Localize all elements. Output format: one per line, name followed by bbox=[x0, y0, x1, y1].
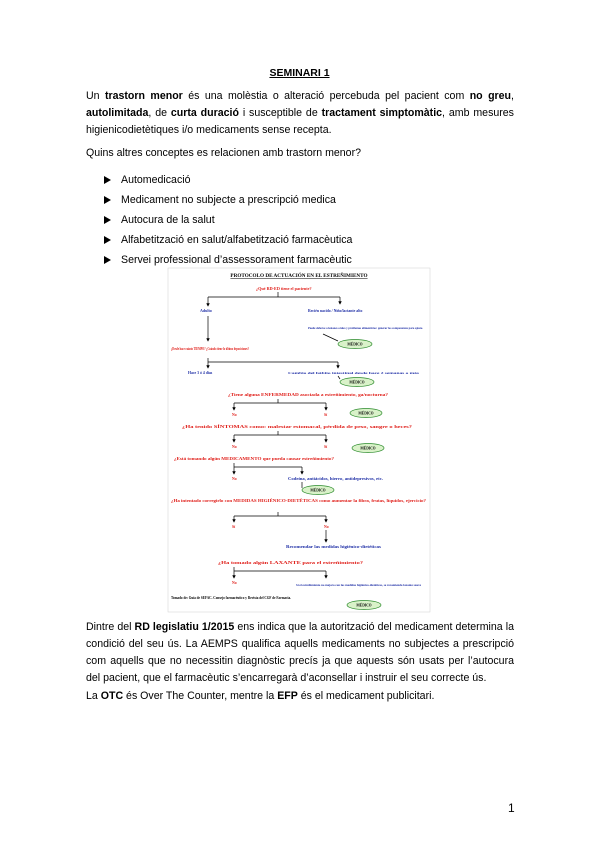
list-item bbox=[104, 210, 352, 230]
medico-label: MÉDICO bbox=[356, 603, 372, 608]
list-item-label: Automedicació bbox=[121, 174, 191, 186]
medico-label: MÉDICO bbox=[360, 446, 376, 451]
para-text: és Over The Counter, mentre la bbox=[123, 690, 278, 702]
intro-text: , bbox=[511, 90, 514, 102]
para-text: Dintre del bbox=[86, 621, 135, 633]
arrow-bullet-icon bbox=[104, 216, 111, 224]
flow-no: No bbox=[324, 525, 329, 529]
intro-text: , amb mesures higienicodietètiques i/o medicaments sense recepta. bbox=[86, 107, 514, 136]
flow-question-1: ¿Qué RD-ED tiene el paciente? bbox=[256, 286, 312, 291]
flow-recomendar: Recomendar las medidas higiénico-dietéticas bbox=[286, 545, 382, 549]
flow-question-5: ¿Está tomando algún MEDICAMENTO que pueda causar estreñimiento? bbox=[174, 457, 335, 461]
para-bold: EFP bbox=[277, 690, 298, 702]
flow-question-4: ¿Ha tenido SÍNTOMAS como: malestar estomacal, pérdida de peso, sangre o heces? bbox=[182, 425, 322, 429]
list-item-label: Alfabetització en salut/alfabetització farmacèutica bbox=[121, 234, 353, 246]
list-item bbox=[104, 190, 352, 210]
flow-question-2: ¿Desde hace cuánto TIEMPO? ¿Cuándo tiene lo último deposiciones? bbox=[171, 347, 250, 351]
intro-bold: no greu bbox=[469, 90, 512, 102]
intro-bold: autolimitada bbox=[86, 107, 149, 119]
intro-bold: tractament simptomàtic bbox=[321, 107, 443, 119]
list-item-label: Medicament no subjecte a prescripció medica bbox=[121, 194, 336, 206]
para-text: és el medicament publicitari. bbox=[297, 690, 435, 702]
flowchart-diagram bbox=[168, 268, 430, 612]
flow-menos: Hace 3 ó 4 días bbox=[188, 371, 213, 375]
flow-no: No bbox=[232, 445, 237, 449]
intro-text: i susceptible de bbox=[238, 107, 322, 119]
medico-label: MÉDICO bbox=[347, 342, 363, 347]
medico-label: MÉDICO bbox=[349, 380, 365, 385]
flow-laxante-note: Si el estreñimiento no mejora con las medidas higiénico-dietéticas, se recomienda laxante suave bbox=[296, 583, 422, 587]
page-title: SEMINARI 1 bbox=[269, 67, 330, 79]
flowchart-image bbox=[168, 268, 430, 612]
flow-si: Sí bbox=[324, 445, 328, 449]
list-item bbox=[104, 230, 352, 250]
intro-paragraph bbox=[86, 88, 514, 139]
flow-nino: Recién nacido / Niño/lactante alto bbox=[308, 309, 363, 313]
flow-adulto: Adulto bbox=[200, 308, 212, 313]
legislation-paragraph bbox=[86, 619, 514, 687]
page-number: 1 bbox=[508, 801, 515, 815]
para-text: ens indica que la autorització del medicament determina la condició del seu ús. La AEMPS qualifica aquells medicaments no subjectes a prescripció com aquells que no necessitin diagnòstic precís ja que aquests són usats per l’autocura del pacient, que el farmacèutic s’encarregarà d’aconsellar i instruir el seu correcte ús. bbox=[86, 621, 514, 684]
flow-cambio: Cambio del hábito intestinal desde hace 2 semanas o más bbox=[288, 371, 420, 375]
intro-bold: curta duració bbox=[170, 107, 239, 119]
intro-text: Un bbox=[86, 90, 105, 102]
flow-ejemplos: Codeína, antiácidos, hierro, antidepresivos, etc. bbox=[288, 477, 384, 481]
flow-question-3: ¿Tiene alguna ENFERMEDAD asociada a estreñimiento, ga/nocturna? bbox=[228, 393, 389, 397]
flow-si: Sí bbox=[232, 525, 236, 529]
flow-question-7: ¿Ha tomado algún LAXANTE para el estreñimiento? bbox=[218, 561, 364, 565]
para-bold: OTC bbox=[100, 690, 124, 702]
flow-no: No bbox=[232, 477, 237, 481]
flow-source: Tomado de: Guía de SEFAC. Consejo farmacéutico y Revista del CGF de Farmacia. bbox=[171, 596, 292, 600]
otc-paragraph bbox=[86, 688, 514, 705]
flow-si: Sí bbox=[324, 413, 328, 417]
arrow-bullet-icon bbox=[104, 196, 111, 204]
flow-no: No bbox=[232, 413, 237, 417]
para-text: La bbox=[86, 690, 101, 702]
flow-no: No bbox=[232, 581, 237, 585]
flow-nino-note: Puede deberse a lesiones orales y problemas alimenticios: generar los componentes para ajuste. bbox=[308, 326, 424, 330]
arrow-bullet-icon bbox=[104, 256, 111, 264]
flow-question-6: ¿Ha intentado corregirlo con MEDIDAS HIGIÉNICO-DIETÉTICAS como aumentar la fibra, frutas, líquidos, ejercicio? bbox=[171, 499, 362, 503]
para-bold: RD legislatiu 1/2015 bbox=[134, 621, 235, 633]
flowchart-title: PROTOCOLO DE ACTUACIÓN EN EL ESTREÑIMIENTO bbox=[230, 273, 368, 279]
list-item-label: Autocura de la salut bbox=[121, 214, 215, 226]
concept-list bbox=[104, 170, 352, 270]
medico-label: MÉDICO bbox=[310, 488, 326, 493]
list-item bbox=[104, 250, 352, 270]
list-item bbox=[104, 170, 352, 190]
list-item-label: Servei professional d’assessorament farmacèutic bbox=[121, 254, 352, 266]
arrow-bullet-icon bbox=[104, 236, 111, 244]
question-text: Quins altres conceptes es relacionen amb trastorn menor? bbox=[86, 147, 361, 159]
intro-text: , de bbox=[148, 107, 171, 119]
intro-bold: trastorn menor bbox=[104, 90, 183, 102]
medico-label: MÉDICO bbox=[358, 411, 374, 416]
arrow-bullet-icon bbox=[104, 176, 111, 184]
intro-text: és una molèstia o alteració percebuda pel pacient com bbox=[182, 90, 470, 102]
